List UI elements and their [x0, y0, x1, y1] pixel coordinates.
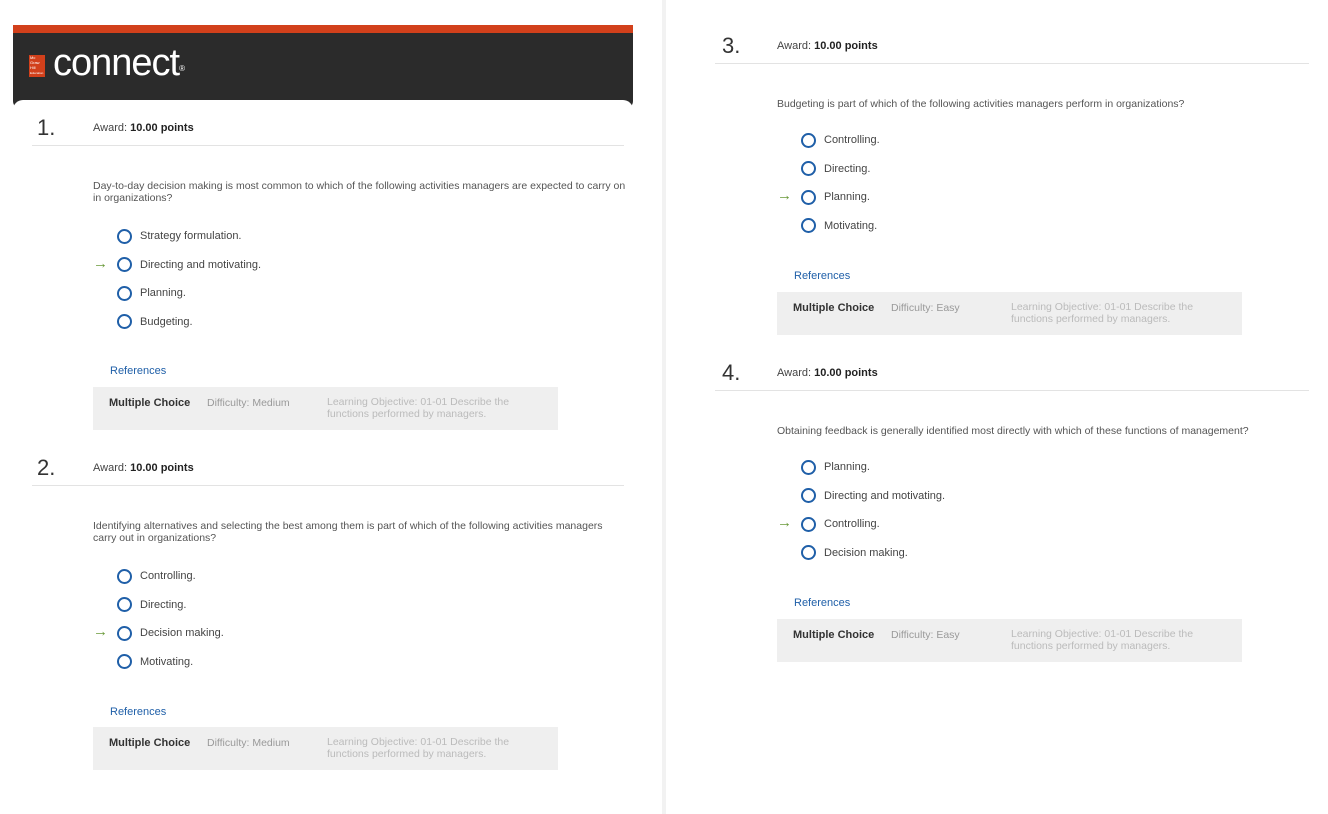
award-points: 10.00 points	[814, 367, 878, 379]
correct-answer-arrow-icon: →	[777, 187, 792, 204]
difficulty: Difficulty: Easy	[891, 302, 960, 314]
answer-option-label: Directing.	[140, 598, 187, 611]
answer-option-label: Directing.	[824, 162, 871, 175]
radio-button[interactable]	[117, 314, 132, 329]
correct-answer-arrow-icon: →	[93, 623, 108, 640]
answer-option[interactable]	[801, 218, 877, 234]
radio-button[interactable]	[801, 488, 816, 503]
connect-logo	[53, 41, 184, 85]
award-text: Award:	[777, 40, 812, 52]
answer-option[interactable]	[801, 545, 908, 561]
radio-button[interactable]	[801, 460, 816, 475]
question-divider	[715, 390, 1309, 391]
answer-option[interactable]	[801, 516, 880, 532]
question-number: 4.	[722, 360, 741, 385]
question-type: Multiple Choice	[793, 629, 875, 641]
answer-option[interactable]	[117, 568, 196, 584]
answer-option[interactable]	[801, 132, 880, 148]
question-number: 3.	[722, 33, 741, 58]
answer-option[interactable]	[117, 597, 186, 613]
answer-option-label: Motivating.	[824, 219, 878, 232]
reference-box	[777, 292, 1242, 335]
answer-option[interactable]	[117, 625, 224, 641]
question-type: Multiple Choice	[109, 737, 191, 749]
answer-option[interactable]	[117, 654, 193, 670]
learning-objective: Learning Objective: 01-01 Describe the functions performed by managers.	[1011, 628, 1194, 652]
award-points: 10.00 points	[130, 122, 194, 134]
radio-button[interactable]	[801, 545, 816, 560]
answer-option-label: Planning.	[824, 461, 870, 473]
right-page	[666, 0, 1328, 814]
answer-option-label: Decision making.	[824, 546, 908, 559]
answer-option[interactable]	[801, 189, 870, 205]
award-label	[93, 462, 194, 474]
learning-objective: Learning Objective: 01-01 Describe the functions performed by managers.	[327, 736, 510, 760]
answer-option-label: Strategy formulation.	[140, 230, 242, 242]
radio-button[interactable]	[801, 517, 816, 532]
difficulty: Difficulty: Easy	[891, 629, 960, 641]
question-text: Identifying alternatives and selecting the best among them is part of which of the following activities managers carry out in organizations?	[93, 520, 603, 544]
radio-button[interactable]	[117, 654, 132, 669]
question-divider	[32, 485, 624, 486]
answer-option-label: Motivating.	[140, 655, 194, 668]
award-points: 10.00 points	[130, 462, 194, 474]
connect-header	[13, 25, 633, 109]
answer-option-label: Directing and motivating.	[140, 258, 262, 271]
references-link[interactable]: References	[110, 706, 167, 718]
difficulty: Difficulty: Medium	[207, 397, 290, 409]
award-text: Award:	[93, 122, 128, 134]
correct-answer-arrow-icon: →	[93, 254, 108, 272]
question-divider	[715, 63, 1309, 64]
answer-option[interactable]	[801, 488, 945, 504]
radio-button[interactable]	[117, 229, 132, 244]
correct-answer-arrow-icon: →	[777, 514, 792, 531]
question-divider	[32, 145, 624, 146]
radio-button[interactable]	[117, 257, 132, 272]
references-link[interactable]: References	[110, 365, 167, 377]
logo-line: Mc	[30, 55, 36, 60]
question-text: Budgeting is part of which of the following activities managers perform in organizations?	[777, 98, 1185, 110]
question-text: Obtaining feedback is generally identified most directly with which of these functions of management?	[777, 425, 1249, 437]
answer-option[interactable]	[117, 257, 261, 273]
question-text: Day-to-day decision making is most common to which of the following activities managers are expected to carry on in organizations?	[93, 180, 626, 204]
answer-option-label: Planning.	[140, 287, 186, 299]
radio-button[interactable]	[801, 218, 816, 233]
radio-button[interactable]	[117, 626, 132, 641]
learning-objective: Learning Objective: 01-01 Describe the functions performed by managers.	[327, 396, 510, 420]
references-link[interactable]: References	[794, 270, 851, 282]
logo-line: Hill	[30, 65, 36, 70]
answer-option-label: Controlling.	[824, 134, 880, 146]
award-label	[777, 367, 878, 379]
header-bottom-edge	[13, 100, 633, 110]
reference-box	[93, 387, 558, 430]
answer-option[interactable]	[117, 228, 242, 244]
reference-box	[777, 619, 1242, 662]
references-link[interactable]: References	[794, 597, 851, 609]
radio-button[interactable]	[801, 190, 816, 205]
award-points: 10.00 points	[814, 40, 878, 52]
award-label	[777, 40, 878, 52]
radio-button[interactable]	[801, 161, 816, 176]
question-type: Multiple Choice	[109, 397, 191, 409]
radio-button[interactable]	[117, 597, 132, 612]
award-text: Award:	[93, 462, 128, 474]
answer-option[interactable]	[117, 285, 186, 301]
award-label	[93, 122, 194, 134]
reference-box	[93, 727, 558, 770]
answer-option-label: Budgeting.	[140, 315, 193, 328]
question-type: Multiple Choice	[793, 302, 875, 314]
learning-objective: Learning Objective: 01-01 Describe the functions performed by managers.	[1011, 301, 1194, 325]
difficulty: Difficulty: Medium	[207, 737, 290, 749]
answer-option-label: Controlling.	[140, 570, 196, 582]
award-text: Award:	[777, 367, 812, 379]
answer-option-label: Controlling.	[824, 518, 880, 530]
answer-option[interactable]	[117, 314, 193, 330]
mcgraw-hill-logo	[29, 55, 45, 77]
answer-option-label: Planning.	[824, 191, 870, 203]
registered-mark: ®	[179, 64, 184, 73]
radio-button[interactable]	[117, 286, 132, 301]
logo-line: Graw	[30, 60, 40, 65]
answer-option-label: Directing and motivating.	[824, 489, 946, 502]
radio-button[interactable]	[801, 133, 816, 148]
answer-option[interactable]	[801, 161, 870, 177]
answer-option-label: Decision making.	[140, 627, 224, 639]
question-number: 2.	[37, 455, 56, 480]
question-number: 1.	[37, 115, 56, 140]
radio-button[interactable]	[117, 569, 132, 584]
answer-option[interactable]	[801, 459, 870, 475]
logo-line: Education	[30, 71, 44, 75]
logo-word: connect	[53, 42, 180, 84]
